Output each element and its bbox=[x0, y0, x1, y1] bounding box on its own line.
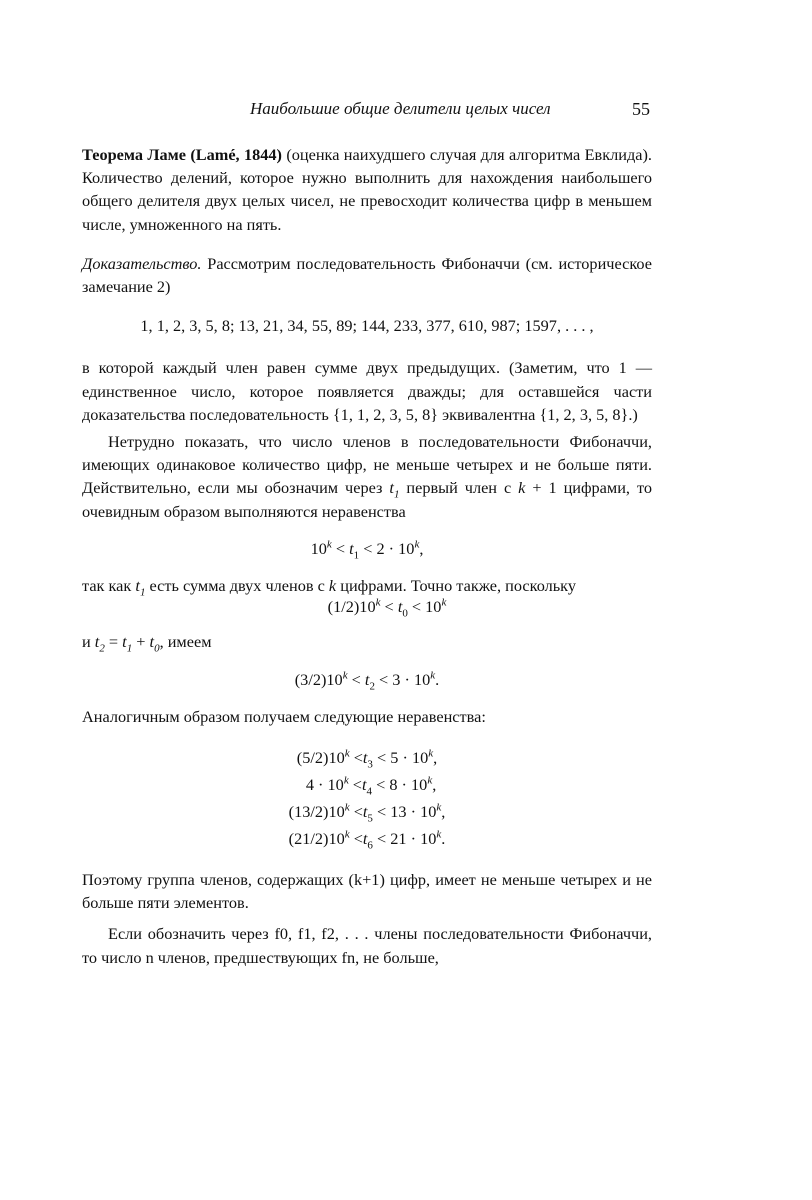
paragraph-seven: Если обозначить через f0, f1, f2, . . . члены последовательности Фибоначчи, то число n членов, предшествующих fn, не больше, bbox=[82, 924, 652, 967]
para3-text-a: так как bbox=[82, 576, 136, 596]
symbol-k: k bbox=[518, 478, 526, 498]
paragraph-two bbox=[82, 430, 652, 523]
inequality-t2: $(3/2)10^k < t_2 < 3 \cdot 10^k$. bbox=[294, 669, 440, 692]
paragraph-five: Аналогичным образом получаем следующие неравенства: bbox=[82, 706, 486, 726]
fibonacci-sequence: 1, 1, 2, 3, 5, 8; 13, 21, 34, 55, 89; 144, 233, 377, 610, 987; 1597, . . . , bbox=[140, 316, 594, 336]
symbol-t1: $t_1$ bbox=[389, 478, 400, 501]
inequality-t5: $(13/2)10^k <t_5 < 13 \cdot 10^k$, bbox=[288, 801, 446, 825]
symbol-k-b: k bbox=[328, 576, 337, 596]
inequality-t0: $(1/2)10^k < t_0 < 10^k$ bbox=[327, 596, 447, 620]
para3-text-b: есть сумма двух членов с bbox=[145, 576, 329, 596]
theorem-paragraph bbox=[82, 143, 652, 236]
inequality-t1: $10^k < t_1 < 2 \cdot 10^k$, bbox=[310, 538, 424, 562]
paragraph-four bbox=[82, 630, 652, 653]
para2-text-c: + 1 цифрами, то очевидным образом выполняются неравенства bbox=[82, 478, 652, 521]
proof-intro: Рассмотрим последовательность Фибоначчи (см. историческое замечание 2) bbox=[82, 253, 652, 297]
running-title: Наибольшие общие делители целых чисел bbox=[250, 99, 551, 118]
para3-text-c: цифрами. Точно также, поскольку bbox=[336, 576, 576, 596]
inequality-t6: $(21/2)10^k <t_6 < 21 \cdot 10^k$. bbox=[288, 828, 446, 852]
theorem-text: (оценка наихудшего случая для алгоритма Евклида). Количество делений, которое нужно выполнить для нахождения наибольшего общего делителя двух целых чисел, не превосходит количества цифр в меньшем числе, умноженного на пять. bbox=[82, 145, 652, 234]
para4-text-a: и bbox=[82, 632, 95, 652]
inequality-t3: $(5/2)10^k <t_3 < 5 \cdot 10^k$, bbox=[296, 747, 438, 771]
proof-intro-paragraph bbox=[82, 252, 652, 298]
symbol-t1-b: $t_1$ bbox=[135, 576, 146, 599]
inequality-t4: $4 \cdot 10^k <t_4 < 8 \cdot 10^k$, bbox=[297, 774, 437, 798]
paragraph-three bbox=[82, 574, 652, 597]
para2-text-a: Нетрудно показать, что число членов в последовательности Фибоначчи, имеющих одинаковое количество цифр, не меньше четырех и не больше пяти. Действительно, если мы обозначим через bbox=[82, 432, 652, 498]
t1-letter: t bbox=[389, 478, 394, 498]
para2-text-b: первый член с bbox=[399, 478, 519, 498]
running-header bbox=[250, 99, 650, 125]
page-number: 55 bbox=[632, 99, 650, 119]
paragraph-six: Поэтому группа членов, содержащих (k+1) цифр, имеет не меньше четырех и не больше пяти элементов. bbox=[82, 870, 652, 913]
page-body bbox=[82, 143, 652, 969]
inequality-list bbox=[82, 744, 652, 852]
after-sequence-paragraph: в которой каждый член равен сумме двух предыдущих. (Заметим, что 1 — единственное число, которое появляется дважды; для оставшейся части доказательства последовательность {1, 1, 2, 3, 5, 8} эквивалентна {1, 2, 3, 5, 8}.) bbox=[82, 358, 652, 424]
equation-t2: $t_2 = t_1 + t_0$ bbox=[94, 632, 160, 655]
para4-text-b: , имеем bbox=[159, 632, 212, 652]
proof-label: Доказательство. bbox=[82, 253, 202, 273]
theorem-label: Теорема Ламе (Lamé, 1844) bbox=[82, 145, 282, 164]
